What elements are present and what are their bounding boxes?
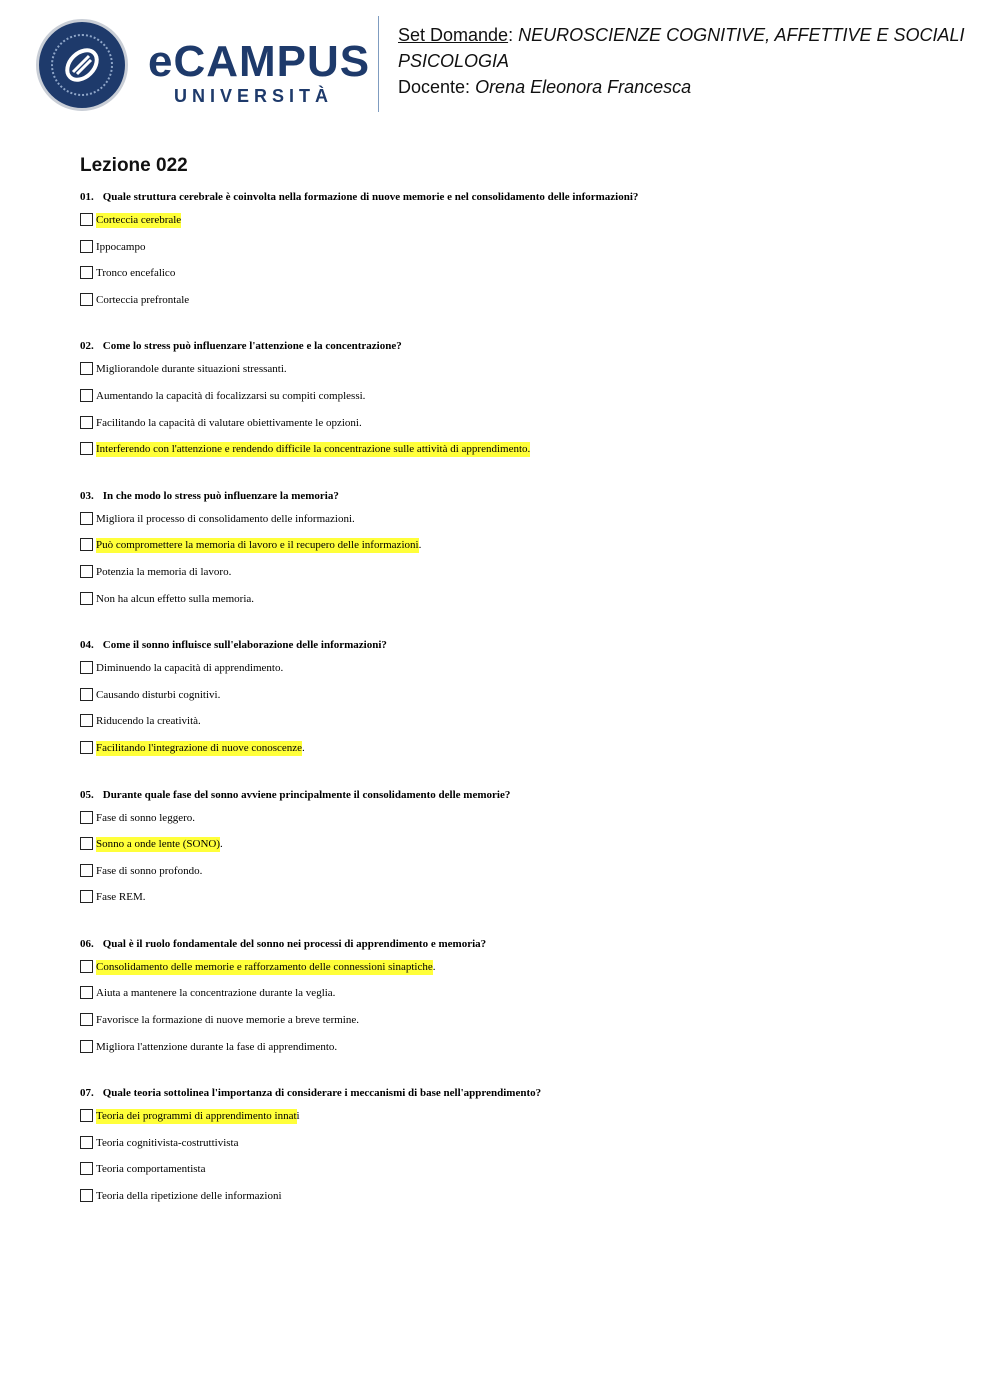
logo-subtitle: UNIVERSITÀ [174, 86, 334, 106]
question-title [80, 786, 960, 804]
answer-text: Teoria dei programmi di apprendimento innat [96, 1110, 297, 1123]
question-title [80, 636, 960, 654]
answer-checkbox[interactable] [80, 362, 93, 375]
answer-option[interactable] [80, 565, 960, 592]
set-label: Set Domande [398, 25, 509, 45]
answer-option[interactable] [80, 592, 960, 619]
question-block [80, 1084, 960, 1215]
answer-option[interactable] [80, 512, 960, 539]
question-text: Quale teoria sottolinea l'importanza di considerare i meccanismi di base nell'apprendimento? [102, 1087, 542, 1100]
answer-checkbox[interactable] [80, 512, 93, 525]
answer-text: Teoria comportamentista [96, 1163, 206, 1176]
answer-checkbox[interactable] [80, 811, 93, 824]
answer-checkbox[interactable] [80, 389, 93, 402]
question-text: Durante quale fase del sonno avviene principalmente il consolidamento delle memorie? [102, 788, 511, 801]
answer-text: Fase di sonno profondo. [96, 864, 203, 877]
answer-checkbox[interactable] [80, 565, 93, 578]
teacher-name: Orena Eleonora Francesca [475, 77, 692, 97]
question-title [80, 188, 960, 206]
answer-option[interactable] [80, 442, 960, 469]
answer-text: Consolidamento delle memorie e rafforzamento delle connessioni sinaptiche [96, 960, 433, 973]
answer-text: Potenzia la memoria di lavoro. [96, 565, 232, 578]
answer-option[interactable] [80, 986, 960, 1013]
answer-option[interactable] [80, 1040, 960, 1067]
answer-option[interactable] [80, 960, 960, 987]
question-block [80, 636, 960, 785]
answer-checkbox[interactable] [80, 688, 93, 701]
answer-checkbox[interactable] [80, 1136, 93, 1149]
answer-suffix: . [220, 838, 223, 851]
answer-option[interactable] [80, 266, 960, 293]
answer-text: Sonno a onde lente (SONO) [96, 838, 221, 851]
header-info: Set Domande: NEUROSCIENZE COGNITIVE, AFFETTIVE E SOCIALI PSICOLOGIA Docente: Orena Eleonora Francesca [398, 25, 965, 97]
answer-option[interactable] [80, 538, 960, 565]
answer-text: Può compromettere la memoria di lavoro e il recupero delle informazioni [96, 539, 419, 552]
answer-checkbox[interactable] [80, 293, 93, 306]
answer-option[interactable] [80, 1136, 960, 1163]
answer-option[interactable] [80, 688, 960, 715]
answer-text: Fase REM. [96, 891, 146, 904]
answer-suffix: . [432, 960, 436, 973]
answer-option[interactable] [80, 811, 960, 838]
question-text: Come il sonno influisce sull'elaborazione delle informazioni? [102, 639, 387, 652]
answer-text: Teoria cognitivista-costruttivista [96, 1136, 239, 1149]
answer-text: Favorisce la formazione di nuove memorie a breve termine. [96, 1014, 359, 1027]
answer-text: Causando disturbi cognitivi. [96, 688, 221, 701]
question-title [80, 1084, 960, 1102]
question-number: 04. [80, 639, 94, 652]
question-block [80, 487, 960, 636]
header-divider [378, 16, 379, 112]
ecampus-seal-logo [36, 19, 128, 111]
answer-checkbox[interactable] [80, 1189, 93, 1202]
answer-checkbox[interactable] [80, 1040, 93, 1053]
answer-text: Facilitando la capacità di valutare obiettivamente le opzioni. [96, 416, 362, 429]
question-number: 06. [80, 937, 94, 950]
answer-checkbox[interactable] [80, 960, 93, 973]
question-title [80, 935, 960, 953]
question-number: 01. [80, 191, 94, 203]
answer-checkbox[interactable] [80, 986, 93, 999]
answer-text: Aiuta a mantenere la concentrazione durante la veglia. [96, 987, 336, 1000]
answer-suffix: . [418, 539, 422, 552]
answer-option[interactable] [80, 661, 960, 688]
answer-text: Migliorandole durante situazioni stressanti. [96, 363, 287, 376]
answer-checkbox[interactable] [80, 1013, 93, 1026]
answer-text: Teoria della ripetizione delle informazioni [96, 1190, 282, 1203]
answer-checkbox[interactable] [80, 442, 93, 455]
answer-checkbox[interactable] [80, 538, 93, 551]
question-text: Qual è il ruolo fondamentale del sonno nei processi di apprendimento e memoria? [102, 937, 487, 950]
teacher-label: Docente [398, 77, 466, 97]
answer-option[interactable] [80, 362, 960, 389]
answer-text: Fase di sonno leggero. [96, 811, 195, 824]
answer-checkbox[interactable] [80, 1162, 93, 1175]
question-text: In che modo lo stress può influenzare la memoria? [102, 489, 339, 502]
answer-option[interactable] [80, 213, 960, 240]
lesson-title: Lezione 022 [80, 155, 188, 176]
answer-checkbox[interactable] [80, 1109, 93, 1122]
question-block [80, 337, 960, 486]
answer-checkbox[interactable] [80, 661, 93, 674]
answer-option[interactable] [80, 890, 960, 917]
answer-checkbox[interactable] [80, 266, 93, 279]
answer-text: Non ha alcun effetto sulla memoria. [96, 592, 255, 605]
answer-text: Ippocampo [96, 240, 146, 253]
page-header [0, 0, 1000, 130]
answer-text: Migliora il processo di consolidamento delle informazioni. [96, 512, 355, 525]
question-text: Quale struttura cerebrale è coinvolta nella formazione di nuove memorie e nel consolidamento delle informazioni? [102, 191, 639, 203]
answer-suffix: i [296, 1110, 300, 1123]
question-block [80, 188, 960, 337]
logo-wordmark: eCAMPUS [148, 37, 371, 86]
answer-checkbox[interactable] [80, 864, 93, 877]
answer-checkbox[interactable] [80, 240, 93, 253]
answer-text: Riducendo la creatività. [96, 715, 201, 728]
answer-text: Corteccia cerebrale [96, 214, 182, 226]
answer-option[interactable] [80, 240, 960, 267]
question-number: 03. [80, 489, 94, 502]
question-list [80, 188, 960, 1216]
answer-text: Migliora l'attenzione durante la fase di apprendimento. [96, 1040, 338, 1053]
answer-option[interactable] [80, 741, 960, 768]
answer-option[interactable] [80, 293, 960, 320]
answer-checkbox[interactable] [80, 890, 93, 903]
answer-option[interactable] [80, 714, 960, 741]
question-number: 02. [80, 340, 94, 353]
answer-text: Aumentando la capacità di focalizzarsi su compiti complessi. [96, 389, 366, 402]
answer-suffix: . [302, 741, 305, 754]
answer-checkbox[interactable] [80, 714, 93, 727]
answer-text: Diminuendo la capacità di apprendimento. [96, 662, 284, 675]
question-number: 07. [80, 1087, 94, 1100]
set-value-line2: PSICOLOGIA [398, 51, 510, 71]
answer-option[interactable] [80, 837, 960, 864]
answer-text: Interferendo con l'attenzione e rendendo difficile la concentrazione sulle attività di apprendimento. [96, 443, 531, 456]
answer-checkbox[interactable] [80, 213, 93, 226]
answer-option[interactable] [80, 1109, 960, 1136]
answer-text: Tronco encefalico [96, 267, 176, 280]
answer-checkbox[interactable] [80, 837, 93, 850]
answer-checkbox[interactable] [80, 592, 93, 605]
answer-text: Facilitando l'integrazione di nuove conoscenze [96, 741, 303, 754]
answer-option[interactable] [80, 1189, 960, 1216]
answer-checkbox[interactable] [80, 741, 93, 754]
question-block [80, 786, 960, 935]
answer-option[interactable] [80, 389, 960, 416]
question-title [80, 337, 960, 355]
answer-option[interactable] [80, 1162, 960, 1189]
answer-option[interactable] [80, 1013, 960, 1040]
question-block [80, 935, 960, 1084]
answer-option[interactable] [80, 864, 960, 891]
answer-checkbox[interactable] [80, 416, 93, 429]
question-title [80, 487, 960, 505]
answer-option[interactable] [80, 416, 960, 443]
question-number: 05. [80, 788, 94, 801]
set-value-line1: NEUROSCIENZE COGNITIVE, AFFETTIVE E SOCIALI [518, 25, 965, 45]
question-text: Come lo stress può influenzare l'attenzione e la concentrazione? [102, 340, 402, 353]
answer-text: Corteccia prefrontale [96, 293, 190, 306]
